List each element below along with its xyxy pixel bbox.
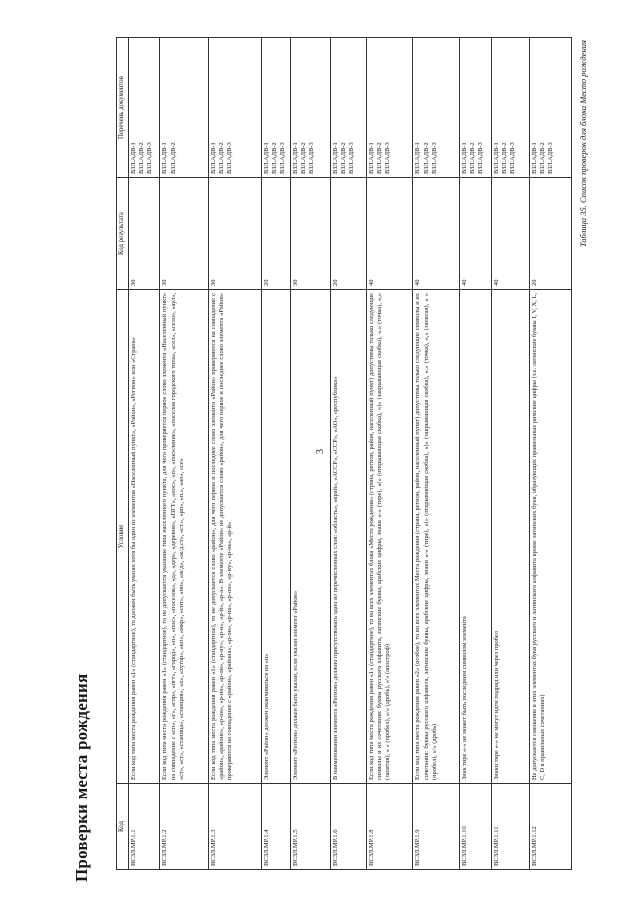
check-condition: Если код типа места рождения равен «2» (особое), то во всех элементах Места рождения (страна, регион, район, населенный пункт) допустимы только следующие символы и их сочетания: буквы русского алфавита, латинские буквы, арабские цифры, знаки «-» (тире), «(» (открывающая скобка), «)» (закрывающая скобка), «.» (точка), «,» (запятая), « » (пробел), «/» (дробь) (413, 290, 459, 784)
document-list (290, 38, 330, 178)
table-caption: Таблица 35. Список проверок для блока Место рождения (578, 40, 588, 248)
table-row (160, 38, 209, 870)
table-row (128, 38, 160, 870)
result-code: 30 (160, 178, 209, 290)
check-condition: Знак тире «-» не может быть последним символом элемента (459, 290, 491, 784)
document-item: ВЗЛ.АДВ-1 (161, 142, 169, 174)
check-code: ВСЗЛ.МР.1.11 (491, 784, 529, 870)
page-number: 3 (315, 449, 326, 454)
table-row (290, 38, 330, 870)
table-row (529, 38, 571, 870)
document-item: ВЗЛ.АДВ-3 (384, 142, 392, 174)
document-list (261, 38, 290, 178)
table-row (366, 38, 412, 870)
check-code: ВСЗЛ.МР.1.9 (413, 784, 459, 870)
checks-table (116, 37, 572, 870)
document-item: ВЗЛ.АДВ-1 (367, 142, 375, 174)
document-item: ВЗЛ.АДВ-1 (530, 142, 538, 174)
check-code: ВСЗЛ.МР.1.1 (128, 784, 160, 870)
result-code: 20 (529, 178, 571, 290)
check-condition: Если код типа места рождения равен «1» (стандартное), то не допускается указание типа населенного пункта, для чего проверяется первое слово элемента «Населенный пункт» на совпадение с «гп», «г», «гор», «пгт», «город», «п», «пос», «поселок», «д», «дер», «деревня», «ПГТ», «пос», «п», «поселение», «поселок городского типа», «сел», «село», «аул», «ст», «ст», «станица», «станция», «х», «хутор», «кп», «мкр», «снт», «нп», «ж/д», «ж/д.ст», «ст.», «рп», «п.», «ао», «се» (160, 290, 209, 784)
check-code: ВСЗЛ.МР.1.3 (208, 784, 261, 870)
table-row (261, 38, 290, 870)
table-body (128, 38, 571, 870)
document-item: ВЗЛ.АДВ-2 (340, 142, 348, 174)
document-item: ВЗЛ.АДВ-1 (209, 142, 217, 174)
result-code: 20 (331, 178, 367, 290)
page-title: Проверки места рождения (72, 673, 91, 882)
result-code: 30 (128, 178, 160, 290)
document-list (491, 38, 529, 178)
document-item: ВЗЛ.АДВ-2 (422, 142, 430, 174)
table-header-row (117, 38, 129, 870)
document-list (413, 38, 459, 178)
check-condition: Элемент «Регион» должен быть указан, если указан элемент «Район» (290, 290, 330, 784)
document-item: ВЗЛ.АДВ-3 (547, 142, 555, 174)
document-item: ВЗЛ.АДВ-3 (308, 142, 316, 174)
check-condition: В наименовании элемента «Регион» должно присутствовать одно из перечисленных слов: «область», «край», «АССР», «ССР», «АО», «республика» (331, 290, 367, 784)
header-result-code: Код результата (117, 178, 129, 290)
check-code: ВСЗЛ.МР.1.4 (261, 784, 290, 870)
document-item: ВЗЛ.АДВ-2 (218, 142, 226, 174)
document-item: ВЗЛ.АДВ-2 (270, 142, 278, 174)
checks-table-wrapper (116, 38, 572, 870)
document-list (331, 38, 367, 178)
document-item: ВЗЛ.АДВ-1 (492, 142, 500, 174)
document-item: ВЗЛ.АДВ-2 (169, 142, 177, 174)
document-list (128, 38, 160, 178)
check-condition: Если код типа места рождения равен «1» (стандартное), то не допускается слово «район», для чего первое и последнее слово элемента «Район» проверяются на совпадение с «район», «районе», «р-он», «р-на», «р-он», «р-ну», «р-н», «р-й», «р-а». В элементе «Район» не допускается слово «район», для чего первое и последнее слово элемента «Район» проверяются на совпадение с «район», «района», «р-он», «р-на», «р-он», «р-ну», «р-нь», «р-й» (208, 290, 261, 784)
document-item: ВЗЛ.АДВ-3 (279, 142, 287, 174)
result-code: 30 (290, 178, 330, 290)
document-item: ВЗЛ.АДВ-3 (348, 142, 356, 174)
document-item: ВЗЛ.АДВ-1 (291, 142, 299, 174)
check-code: ВСЗЛ.МР.1.8 (366, 784, 412, 870)
document-item: ВЗЛ.АДВ-3 (430, 142, 438, 174)
document-list (160, 38, 209, 178)
check-condition: Если код типа места рождения равен «1» (стандартное), то во всех элементах блока «Место рождения» (страна, регион, район, населенный пункт) допустимы только следующие символы и их сочетания: буквы русского алфавита, латинские буквы, арабские цифры, знаки «-» (тире), «(» (открывающая скобка), «)» (закрывающая скобка), «.» (точка), «,» (запятая), « » (пробел), «/» (дробь), «'» (апостроф) (366, 290, 412, 784)
document-list (208, 38, 261, 178)
document-item: ВЗЛ.АДВ-3 (509, 142, 516, 174)
result-code: 30 (208, 178, 261, 290)
result-code: 40 (366, 178, 412, 290)
table-row (459, 38, 491, 870)
document-item: ВЗЛ.АДВ-1 (129, 142, 137, 174)
check-condition: Знаки тире «-» не могут идти подряд или через пробел (491, 290, 529, 784)
document-item: ВЗЛ.АДВ-2 (137, 142, 145, 174)
check-condition: Элемент «Район» должен оканчиваться на «н» (261, 290, 290, 784)
result-code: 40 (413, 178, 459, 290)
check-condition: Если код типа места рождения равен «1» (стандартное), то должен быть указан хотя бы один из элементов «Населенный пункт», «Район», «Регион» или «Страна» (128, 290, 160, 784)
document-item: ВЗЛ.АДВ-2 (500, 142, 508, 174)
document-list (366, 38, 412, 178)
result-code: 40 (459, 178, 491, 290)
document-item: ВЗЛ.АДВ-3 (477, 142, 485, 174)
document-item: ВЗЛ.АДВ-1 (414, 142, 422, 174)
result-code: 40 (491, 178, 529, 290)
table-row (413, 38, 459, 870)
header-documents: Перечень документов (117, 38, 129, 178)
result-code: 20 (261, 178, 290, 290)
table-row (331, 38, 367, 870)
document-item: ВЗЛ.АДВ-1 (262, 142, 270, 174)
header-condition: Условие (117, 290, 129, 784)
check-code: ВСЗЛ.МР.1.2 (160, 784, 209, 870)
document-item: ВЗЛ.АДВ-3 (226, 142, 234, 174)
document-list (459, 38, 491, 178)
document-list (529, 38, 571, 178)
table-row (208, 38, 261, 870)
document-item: ВЗЛ.АДВ-2 (469, 142, 477, 174)
document-item: ВЗЛ.АДВ-1 (332, 142, 340, 174)
check-code: ВСЗЛ.МР.1.12 (529, 784, 571, 870)
header-code: Код (117, 784, 129, 870)
check-code: ВСЗЛ.МР.1.5 (290, 784, 330, 870)
check-condition: Не допускается смешение в этих элементах букв русского и латинского алфавита кроме латинских букв, образующих правильные римские цифры (т.е. латинские буквы I, V, X, L, C, D в правильных сочетаниях) (529, 290, 571, 784)
check-code: ВСЗЛ.МР.1.6 (331, 784, 367, 870)
document-item: ВЗЛ.АДВ-1 (460, 142, 468, 174)
document-item: ВЗЛ.АДВ-2 (300, 142, 308, 174)
document-item: ВЗЛ.АДВ-2 (538, 142, 546, 174)
check-code: ВСЗЛ.МР.1.10 (459, 784, 491, 870)
document-item: ВЗЛ.АДВ-3 (146, 142, 154, 174)
document-item: ВЗЛ.АДВ-2 (376, 142, 384, 174)
table-row (491, 38, 529, 870)
